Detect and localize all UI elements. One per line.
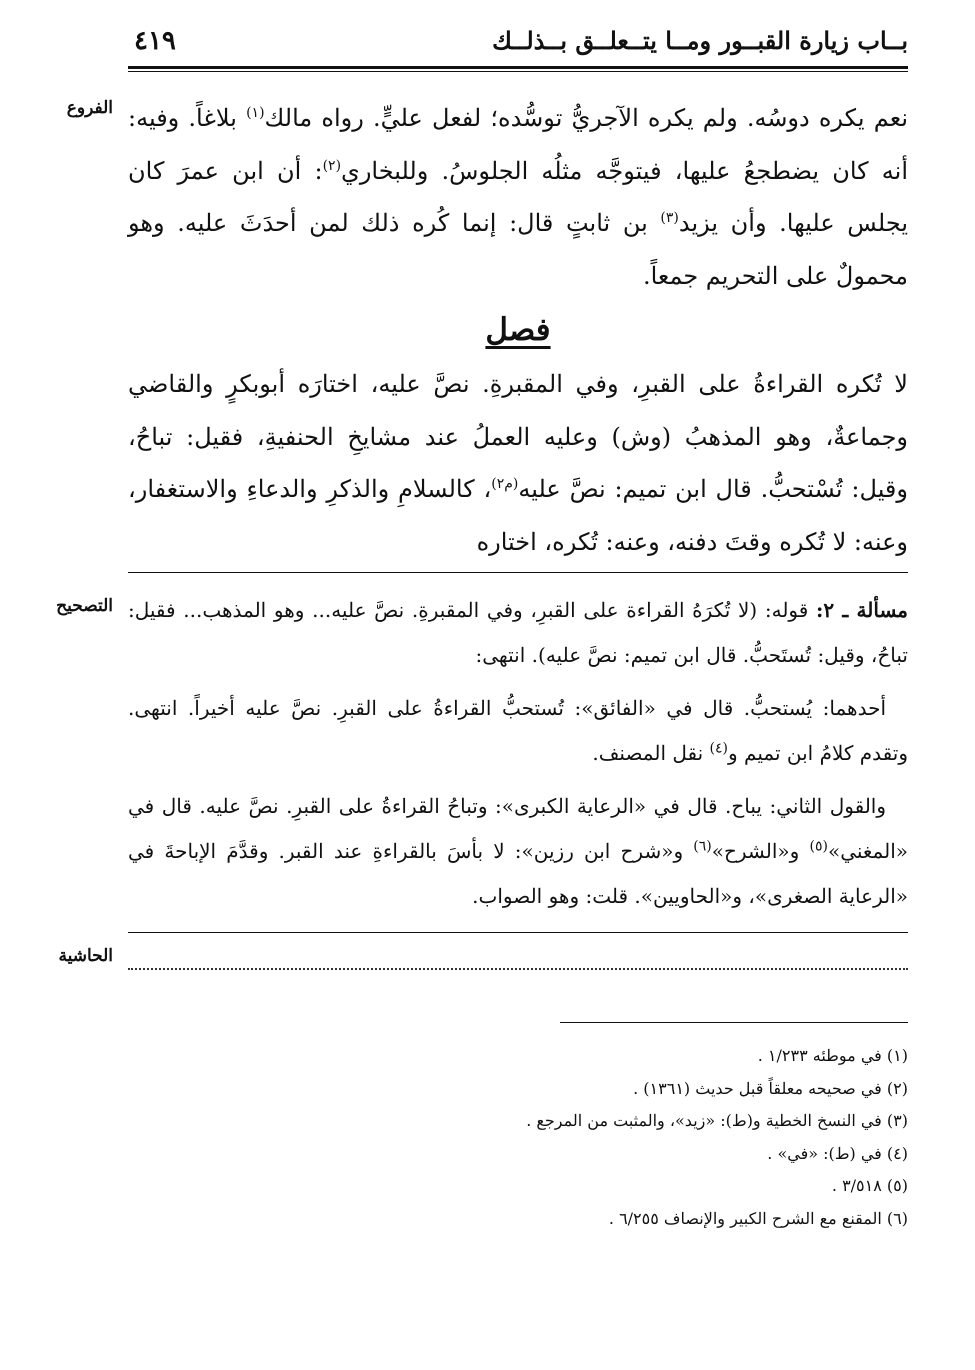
main-text-segment: ، كالسلامِ والذكرِ والدعاءِ والاستغفار، وعنه: لا تُكره وقتَ دفنه، وعنه: تُكره، اختاره — [128, 475, 908, 556]
correction-text-segment: و«شرح ابن رزين»: لا بأسَ بالقراءةِ عند القبر. وقدَّمَ الإباحةَ في «الرعاية الصغرى»، و«الحاويين». قلت: وهو الصواب. — [128, 839, 908, 908]
main-text-segment: بن ثابتٍ قال: إنما كُره ذلك لمن أحدَثَ عليه. وهو محمولٌ على التحريم جمعاً. — [128, 209, 908, 290]
issue-label: مسألة ـ ٢: — [815, 598, 909, 622]
section-heading: فصل — [485, 312, 551, 348]
footnote-ref-1: (١) — [246, 105, 265, 121]
section-divider — [128, 572, 908, 573]
main-text-segment: نعم يكره دوسُه. ولم يكره الآجريُّ توسُّده؛ لفعل عليٍّ. رواه مالك — [264, 104, 908, 132]
footnote-4: (٤) في (ط): «في» . — [767, 1143, 908, 1163]
footnote-ref-6: (٦) — [693, 838, 712, 855]
footnote-1: (١) في موطئه ١/٢٣٣ . — [757, 1046, 908, 1065]
hashiya-dotted-line — [128, 968, 908, 970]
footnote-2: (٢) في صحيحه معلقاً قبل حديث (١٣٦١) . — [633, 1078, 908, 1098]
main-paragraph-1 — [128, 92, 908, 302]
correction-text-segment: والقول الثاني: يباح. قال في «الرعاية الكبرى»: وتباحُ القراءةُ على القبرِ. نصَّ عليه. قال في «المغني» — [128, 794, 908, 863]
main-paragraph-2 — [128, 358, 908, 568]
footnote-6: (٦) المقنع مع الشرح الكبير والإنصاف ٦/٢٥٥ . — [608, 1208, 908, 1228]
hashiya-divider — [128, 932, 908, 933]
page-number: ٤١٩ — [134, 26, 176, 56]
footnote-divider — [560, 1022, 908, 1023]
footnotes — [128, 1040, 908, 1235]
footnote-5: (٥) ٣/٥١٨ . — [831, 1176, 908, 1195]
side-label-furu: الفروع — [66, 98, 113, 118]
footnote-ref-4: (٤) — [709, 740, 729, 757]
footnote-ref-2: (٢) — [322, 157, 342, 174]
footnote-ref-5: (٥) — [809, 838, 828, 855]
correction-text-segment: نقل المصنف. — [592, 741, 710, 765]
footnote-3: (٣) في النسخ الخطية و(ط): «زيد»، والمثبت من المرجع . — [526, 1111, 908, 1130]
main-text-segment: لا تُكره القراءةُ على القبرِ، وفي المقبرةِ. نصَّ عليه، اختارَه أبوبكرٍ والقاضي وجماعةٌ، وهو المذهبُ (وش) وعليه العملُ عند مشايخِ الحنفيةِ، فقيل: تباحُ، وقيل: تُسْتحبُّ. قال ابن تميم: نصَّ عليه — [128, 370, 908, 503]
page-header — [128, 26, 908, 66]
main-text-segment: : أن ابن عمرَ كان يجلس عليها. وأن يزيد — [128, 156, 908, 237]
correction-text-segment: و«الشرح» — [711, 839, 810, 863]
footnote-ref-m2: (م٢) — [491, 476, 519, 492]
correction-text — [128, 588, 908, 919]
side-label-hashiya: الحاشية — [58, 946, 113, 966]
footnote-ref-3: (٣) — [660, 210, 679, 226]
running-title: بــاب زيارة القبــور ومــا يتــعلــق بــذلــك — [492, 26, 908, 55]
header-rule — [128, 66, 908, 69]
correction-text-segment: قوله: (لا تُكرَهُ القراءة على القبرِ، وفي المقبرةِ. نصَّ عليه... وهو المذهب... فقيل: تباحُ، وقيل: تُستَحبُّ. قال ابن تميم: نصَّ عليه). انتهى: — [128, 598, 908, 667]
correction-paragraph-3 — [128, 784, 908, 919]
correction-paragraph-1 — [128, 588, 908, 678]
header-rule-thin — [128, 71, 908, 72]
main-text — [128, 92, 908, 568]
correction-text-segment: أحدهما: يُستحبُّ. قال في «الفائق»: تُستحبُّ القراءةُ على القبرِ. نصَّ عليه أخيراً. انتهى. وتقدم كلامُ ابن تميم و — [128, 696, 908, 765]
main-text-segment: بلاغاً. وفيه: أنه كان يضطجعُ عليها، فيتوجَّه مثلُه الجلوسُ. وللبخاري — [128, 104, 908, 185]
side-label-tashih: التصحيح — [56, 596, 113, 616]
correction-paragraph-2 — [128, 686, 908, 776]
